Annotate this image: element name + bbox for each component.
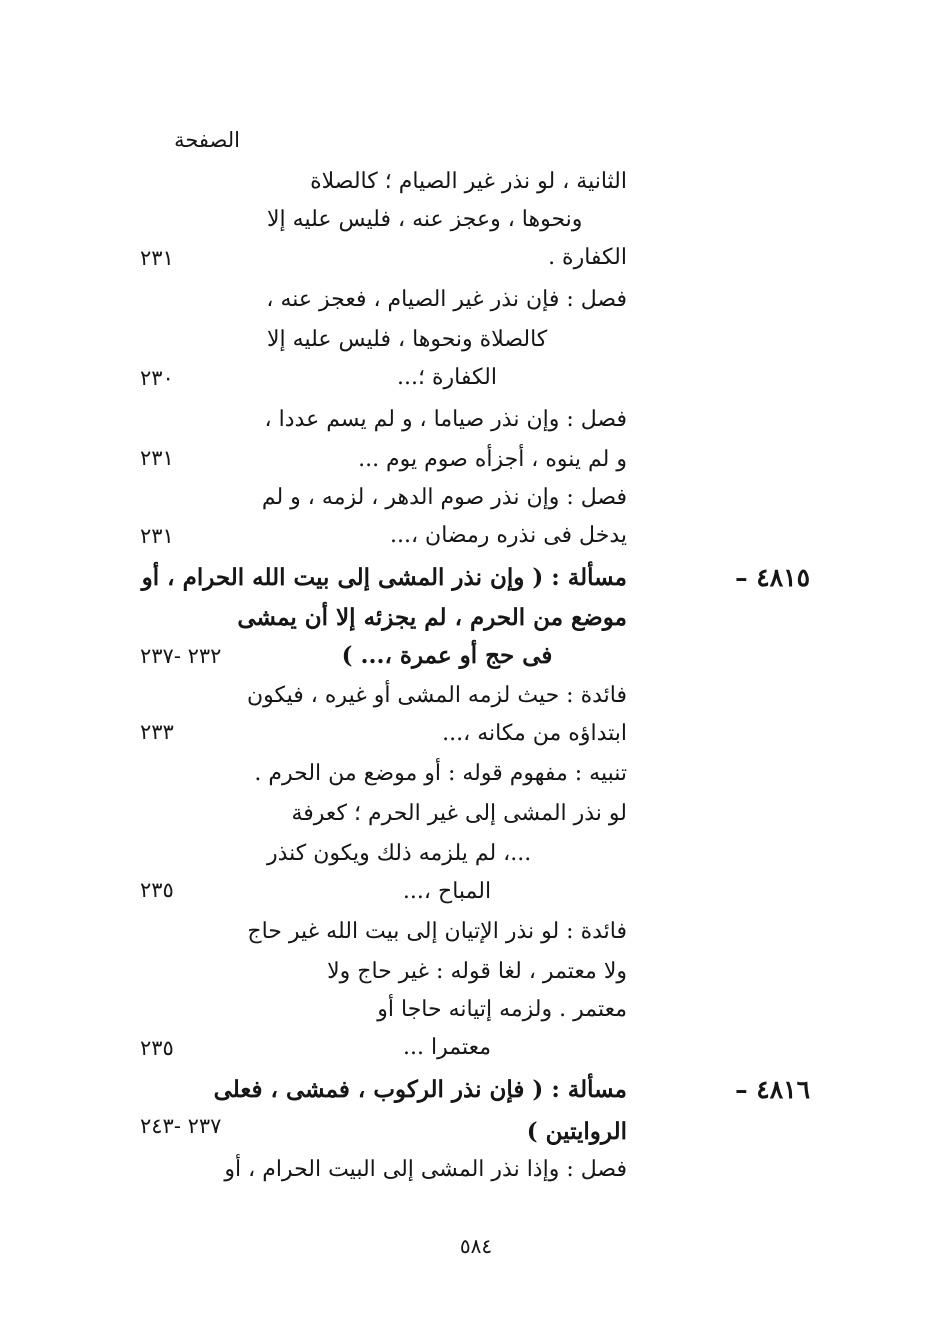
entry-line: ابتداؤه من مكانه ،... <box>442 721 627 746</box>
page-reference: ٢٣٥ <box>140 1036 174 1060</box>
issue-number: ٤٨١٦ – <box>735 1075 810 1104</box>
issue-line: مسألة : ( فإن نذر الركوب ، فمشى ، فعلى <box>213 1076 627 1103</box>
page-reference: ٢٣٧ -٢٤٣ <box>140 1114 222 1138</box>
entry-line: الثانية ، لو نذر غير الصيام ؛ كالصلاة <box>310 169 627 194</box>
entry-line: ونحوها ، وعجز عنه ، فليس عليه إلا <box>267 207 583 232</box>
page-reference: ٢٣١ <box>140 524 174 548</box>
issue-line: موضع من الحرم ، لم يجزئه إلا أن يمشى <box>237 604 627 631</box>
entry-line: ...، لم يلزمه ذلك ويكون كنذر <box>267 841 532 866</box>
page-reference: ٢٣٢ -٢٣٧ <box>140 644 222 668</box>
page-reference: ٢٣١ <box>140 246 174 270</box>
entry-line: يدخل فى نذره رمضان ،... <box>389 523 627 548</box>
entry-line: فصل : وإن نذر صياما ، و لم يسم عددا ، <box>264 407 627 432</box>
entry-line: فصل : فإن نذر غير الصيام ، فعجز عنه ، <box>266 287 627 312</box>
page-number: ٥٨٤ <box>459 1234 493 1258</box>
entry-line: فائدة : لو نذر الإتيان إلى بيت الله غير حاج <box>247 919 627 944</box>
issue-line: الروايتين ) <box>526 1118 627 1145</box>
entry-line: فصل : وإذا نذر المشى إلى البيت الحرام ، أو <box>224 1157 627 1182</box>
entry-line: معتمر . ولزمه إتيانه حاجا أو <box>377 997 627 1022</box>
entry-line: الكفارة ؛... <box>397 365 497 390</box>
entry-line: تنبيه : مفهوم قوله : أو موضع من الحرم . <box>254 761 627 786</box>
page-reference: ٢٣٠ <box>140 366 174 390</box>
entry-line: المباح ،... <box>402 879 492 904</box>
entry-line: الكفارة . <box>548 245 627 270</box>
entry-line: فصل : وإن نذر صوم الدهر ، لزمه ، و لم <box>261 485 627 510</box>
entry-line: معتمرا ... <box>403 1035 491 1060</box>
entry-line: لو نذر المشى إلى غير الحرم ؛ كعرفة <box>291 801 627 826</box>
page-reference: ٢٣١ <box>140 446 174 470</box>
page-reference: ٢٣٣ <box>140 720 174 744</box>
entry-line: فائدة : حيث لزمه المشى أو غيره ، فيكون <box>246 683 627 708</box>
entry-line: كالصلاة ونحوها ، فليس عليه إلا <box>267 327 548 352</box>
entry-line: ولا معتمر ، لغا قوله : غير حاج ولا <box>327 959 627 984</box>
page-reference: ٢٣٥ <box>140 878 174 902</box>
issue-line: مسألة : ( وإن نذر المشى إلى بيت الله الحرام ، أو <box>141 564 627 591</box>
issue-number: ٤٨١٥ – <box>735 563 810 592</box>
page-column-header: الصفحة <box>174 128 240 152</box>
issue-line: فى حج أو عمرة ،... ) <box>341 642 553 669</box>
entry-line: و لم ينوه ، أجزأه صوم يوم ... <box>358 447 627 472</box>
